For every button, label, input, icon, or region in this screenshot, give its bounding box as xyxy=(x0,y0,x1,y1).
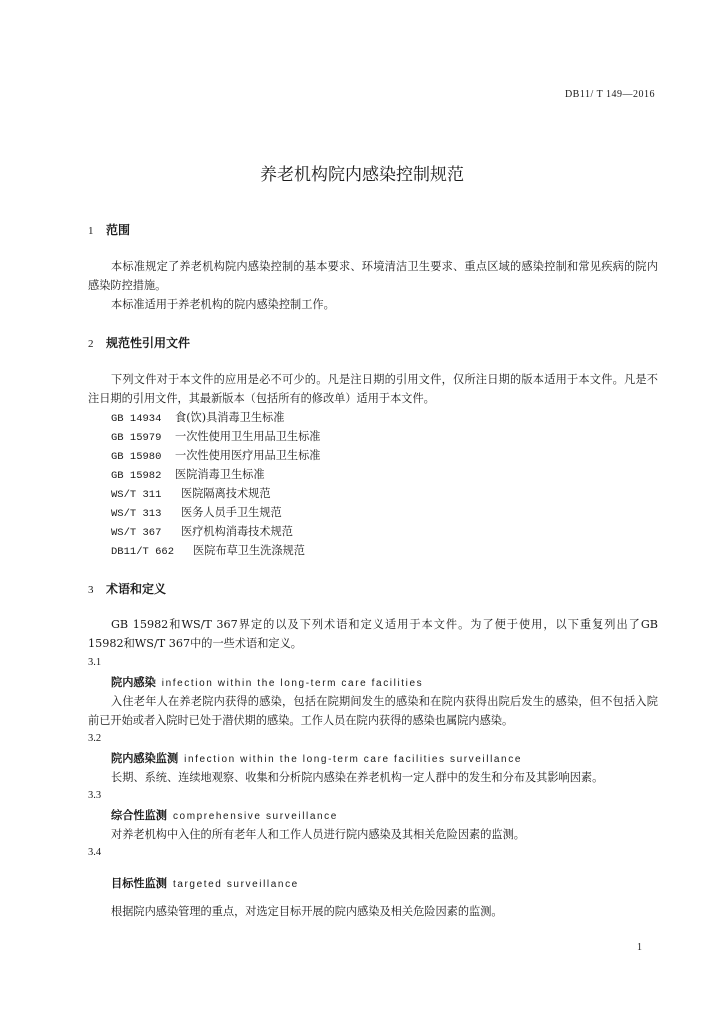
page-number: 1 xyxy=(637,942,642,953)
reference-code: WS/T 311 xyxy=(111,489,162,501)
section-1-paragraph-2: 本标准适用于养老机构的院内感染控制工作。 xyxy=(111,298,335,311)
reference-name: 医院隔离技术规范 xyxy=(181,487,271,500)
section-number: 3 xyxy=(88,584,94,596)
reference-item xyxy=(111,465,265,486)
reference-code: WS/T 367 xyxy=(111,527,162,539)
section-title: 范围 xyxy=(106,223,131,237)
term-en: comprehensive surveillance xyxy=(172,811,338,822)
reference-code: GB 15982 xyxy=(111,470,162,482)
reference-item xyxy=(111,408,284,429)
section-title: 规范性引用文件 xyxy=(106,336,191,350)
reference-name: 食(饮)具消毒卫生标准 xyxy=(175,411,285,424)
section-number: 1 xyxy=(88,225,94,237)
reference-code: WS/T 313 xyxy=(111,508,162,520)
section-title: 术语和定义 xyxy=(106,582,167,596)
reference-item xyxy=(111,522,293,543)
term-heading xyxy=(111,674,423,690)
clause-number: 3.4 xyxy=(88,847,102,858)
section-2-paragraph-1: 下列文件对于本文件的应用是必不可少的。凡是注日期的引用文件，仅所注日期的版本适用于本文件。凡是不注日期的引用文件，其最新版本（包括所有的修改单）适用于本文件。 xyxy=(88,373,658,405)
reference-item xyxy=(111,541,305,562)
term-en: infection within the long-term care facilities surveillance xyxy=(184,754,522,765)
reference-item xyxy=(111,446,320,467)
document-code: DB11/ T 149—2016 xyxy=(564,89,655,100)
reference-name: 一次性使用医疗用品卫生标准 xyxy=(175,449,321,462)
reference-name: 医务人员手卫生规范 xyxy=(181,506,282,519)
term-en: infection within the long-term care facilities xyxy=(161,678,424,689)
reference-code: GB 15980 xyxy=(111,451,162,463)
reference-name: 一次性使用卫生用品卫生标准 xyxy=(175,430,321,443)
term-en: targeted surveillance xyxy=(172,879,299,890)
term-zh: 院内感染 xyxy=(111,676,156,689)
term-zh: 综合性监测 xyxy=(111,809,167,822)
clause-number: 3.3 xyxy=(88,790,102,801)
term-definition: 根据院内感染管理的重点，对选定目标开展的院内感染及相关危险因素的监测。 xyxy=(111,905,503,918)
clause-number: 3.1 xyxy=(88,657,102,668)
term-zh: 目标性监测 xyxy=(111,877,167,890)
term-definition: 对养老机构中入住的所有老年人和工作人员进行院内感染及其相关危险因素的监测。 xyxy=(111,828,525,841)
reference-code: GB 15979 xyxy=(111,432,162,444)
reference-item xyxy=(111,427,320,448)
section-3-paragraph-1: GB 15982和WS/T 367界定的以及下列术语和定义适用于本文件。为了便于使用，以下重复列出了GB 15982和WS/T 367中的一些术语和定义。 xyxy=(88,618,658,650)
reference-name: 医院布草卫生洗涤规范 xyxy=(193,544,305,557)
reference-code: GB 14934 xyxy=(111,413,162,425)
section-2-heading xyxy=(88,334,190,351)
term-heading xyxy=(111,807,338,823)
document-title: 养老机构院内感染控制规范 xyxy=(260,165,464,185)
section-3-heading xyxy=(88,580,166,597)
term-zh: 院内感染监测 xyxy=(111,752,179,765)
reference-code: DB11/T 662 xyxy=(111,546,175,558)
reference-name: 医疗机构消毒技术规范 xyxy=(181,525,293,538)
section-1-paragraph-1: 本标准规定了养老机构院内感染控制的基本要求、环境清洁卫生要求、重点区域的感染控制和常见疾病的院内感染防控措施。 xyxy=(88,260,658,292)
clause-number: 3.2 xyxy=(88,733,102,744)
section-1-heading xyxy=(88,221,130,238)
term-heading xyxy=(111,875,299,891)
section-number: 2 xyxy=(88,338,94,350)
reference-name: 医院消毒卫生标准 xyxy=(175,468,265,481)
term-definition: 长期、系统、连续地观察、收集和分析院内感染在养老机构一定人群中的发生和分布及其影响因素。 xyxy=(111,771,604,784)
term-definition: 入住老年人在养老院内获得的感染，包括在院期间发生的感染和在院内获得出院后发生的感染，但不包括入院前已开始或者入院时已处于潜伏期的感染。工作人员在院内获得的感染也属院内感染。 xyxy=(88,695,658,727)
reference-item xyxy=(111,503,282,524)
reference-item xyxy=(111,484,271,505)
term-heading xyxy=(111,750,522,766)
